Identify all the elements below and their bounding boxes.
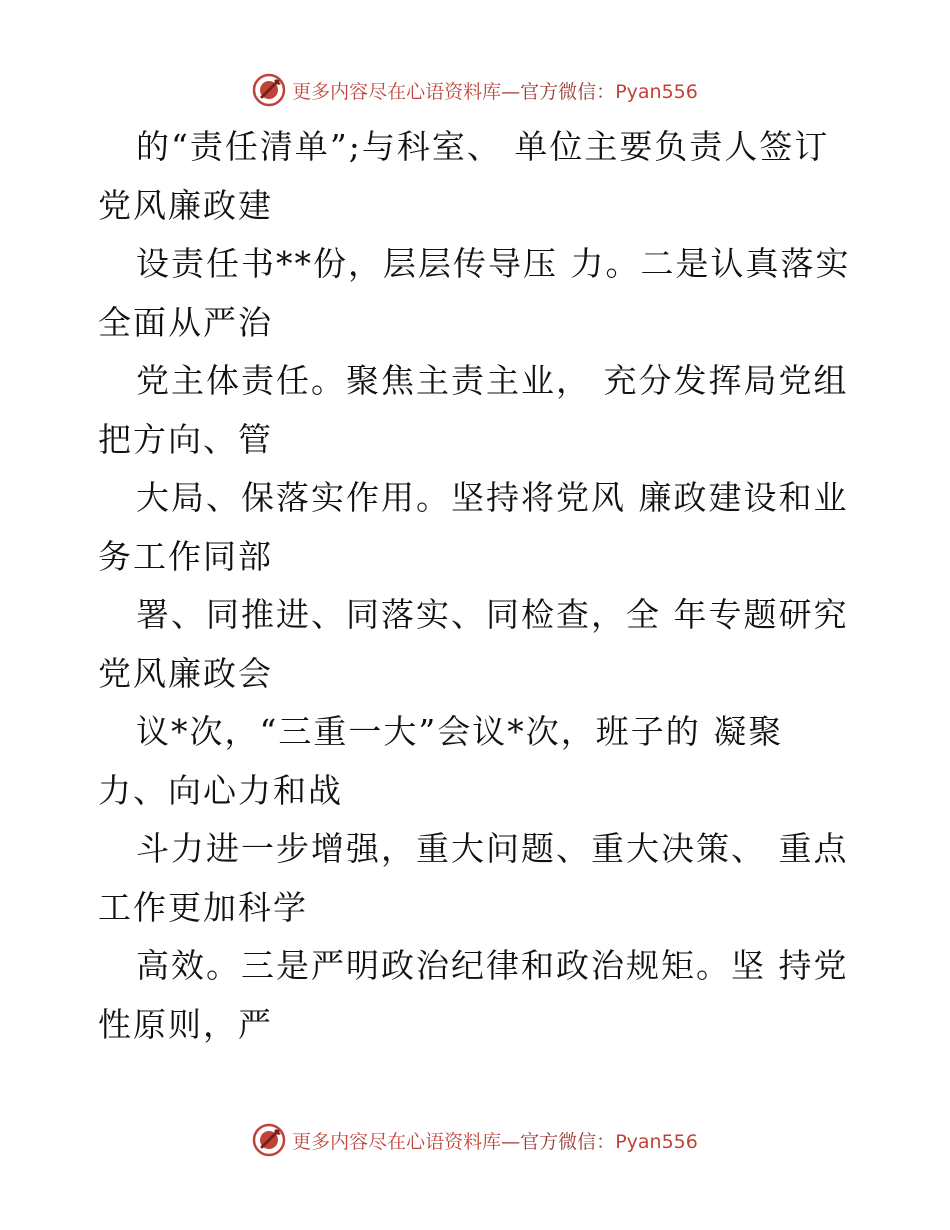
header-banner [0, 70, 950, 110]
text-line: 大局、保落实作用。坚持将党风 廉政建设和业 [136, 478, 849, 517]
text-line: 议*次，“三重一大”会议*次，班子的 凝聚 [136, 712, 784, 751]
text-line: 全面从严治 [98, 302, 273, 342]
text-line: 工作更加科学 [98, 887, 308, 927]
text-line: 党风廉政会 [98, 653, 273, 693]
text-line: 署、同推进、同落实、同检查，全 年专题研究 [136, 595, 849, 634]
header-wechat-id: Pyan556 [615, 80, 698, 103]
footer-banner-text [292, 1127, 698, 1154]
text-line: 设责任书**份，层层传导压 力。二是认真落实 [136, 244, 851, 283]
header-banner-text [292, 77, 698, 104]
text-line: 斗力进一步增强，重大问题、重大决策、 重点 [136, 829, 849, 868]
text-line: 高效。三是严明政治纪律和政治规矩。坚 持党 [136, 946, 849, 985]
header-separator: — [501, 80, 521, 103]
footer-separator: — [501, 1130, 521, 1153]
footer-wechat-id: Pyan556 [615, 1130, 698, 1153]
header-label: 官方微信： [520, 80, 616, 103]
text-line: 性原则，严 [98, 1004, 273, 1044]
text-line: 力、向心力和战 [98, 770, 343, 810]
footer-main-text: 更多内容尽在心语资料库 [292, 1130, 502, 1153]
pen-logo-icon [252, 1123, 286, 1157]
text-line: 党风廉政建 [98, 185, 273, 225]
header-main-text: 更多内容尽在心语资料库 [292, 80, 502, 103]
text-line: 的“责任清单”;与科室、 单位主要负责人签订 [136, 127, 830, 166]
text-line: 务工作同部 [98, 536, 273, 576]
text-line: 把方向、管 [98, 419, 273, 459]
document-body [98, 118, 878, 1054]
footer-banner [0, 1120, 950, 1160]
footer-label: 官方微信： [520, 1130, 616, 1153]
text-line: 党主体责任。聚焦主责主业， 充分发挥局党组 [136, 361, 849, 400]
pen-logo-icon [252, 73, 286, 107]
